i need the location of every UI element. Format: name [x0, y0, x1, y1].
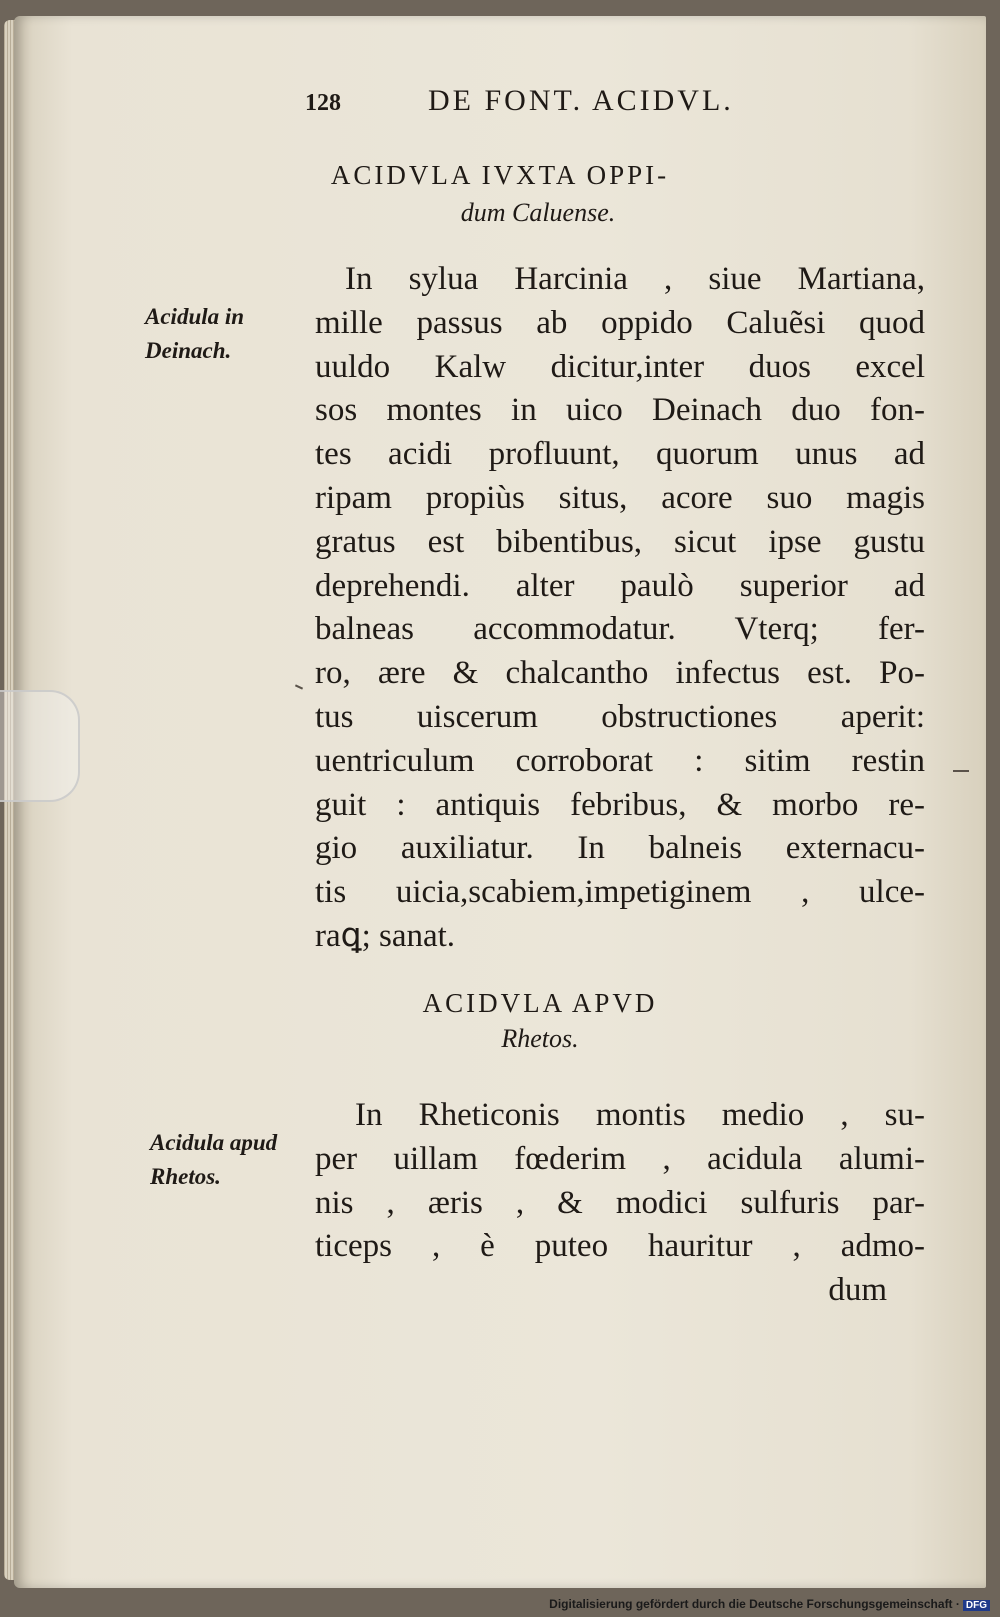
- text-line: tis uicia,scabiem,impetiginem , ulce-: [315, 874, 925, 911]
- text-line: mille passus ab oppido Caluẽsi quod: [315, 304, 925, 341]
- text-line: tes acidi profluunt, quorum unus ad: [315, 436, 925, 473]
- text-line: raꝗ; sanat.: [315, 917, 456, 954]
- text-line: gio auxiliatur. In balneis externacu-: [315, 830, 925, 867]
- credit-text: Digitalisierung gefördert durch die Deutsche Forschungsgemeinschaft ·: [549, 1597, 960, 1611]
- running-head: DE FONT. ACIDVL.: [428, 84, 734, 117]
- text-line: ticeps , è puteo hauritur , admo-: [315, 1228, 925, 1265]
- text-line: balneas accommodatur. Vterq; fer-: [315, 611, 925, 648]
- text-line: In Rheticonis montis medio , su-: [355, 1097, 925, 1133]
- text-line: tus uiscerum obstructiones aperit:: [315, 698, 925, 735]
- text-line: guit : antiquis febribus, & morbo re-: [315, 786, 925, 823]
- text-line: uentriculum corroborat : sitim restin: [315, 742, 925, 779]
- section-title: ACIDVLA IVXTA OPPI-: [330, 160, 670, 190]
- text-line: nis , æris , & modici sulfuris par-: [315, 1184, 925, 1221]
- page-number: 128: [305, 90, 341, 116]
- margin-note: [145, 300, 244, 368]
- text-line: per uillam fœderim , acidula alumi-: [315, 1140, 925, 1177]
- section-subtitle: Rhetos.: [501, 1024, 579, 1053]
- paragraph: [315, 258, 925, 959]
- text-line: uuldo Kalw dicitur,inter duos excel: [315, 348, 925, 385]
- text-line: deprehendi. alter paulò superior ad: [315, 567, 925, 604]
- margin-mark: [953, 770, 969, 772]
- margin-note: [150, 1126, 277, 1194]
- catchword: dum: [828, 1272, 887, 1309]
- text-line: In sylua Harcinia , siue Martiana,: [345, 261, 925, 297]
- text-line: sos montes in uico Deinach duo fon-: [315, 392, 925, 429]
- digitization-credit: [549, 1597, 990, 1611]
- margin-note-line: Deinach.: [145, 338, 232, 363]
- paragraph: [315, 1094, 925, 1313]
- section-title: ACIDVLA APVD: [422, 988, 658, 1018]
- margin-note-line: Rhetos.: [150, 1164, 221, 1189]
- section-subtitle: dum Caluense.: [460, 198, 616, 227]
- text-line: ripam propiùs situs, acore suo magis: [315, 479, 925, 516]
- margin-note-line: Acidula in: [145, 304, 245, 329]
- page-clip: [0, 690, 80, 802]
- dfg-logo: DFG: [963, 1600, 990, 1611]
- margin-note-line: Acidula apud: [150, 1130, 278, 1155]
- text-line: ro, ære & chalcantho infectus est. Po-: [315, 655, 925, 692]
- text-line: gratus est bibentibus, sicut ipse gustu: [315, 523, 925, 560]
- page-header: [0, 82, 1000, 122]
